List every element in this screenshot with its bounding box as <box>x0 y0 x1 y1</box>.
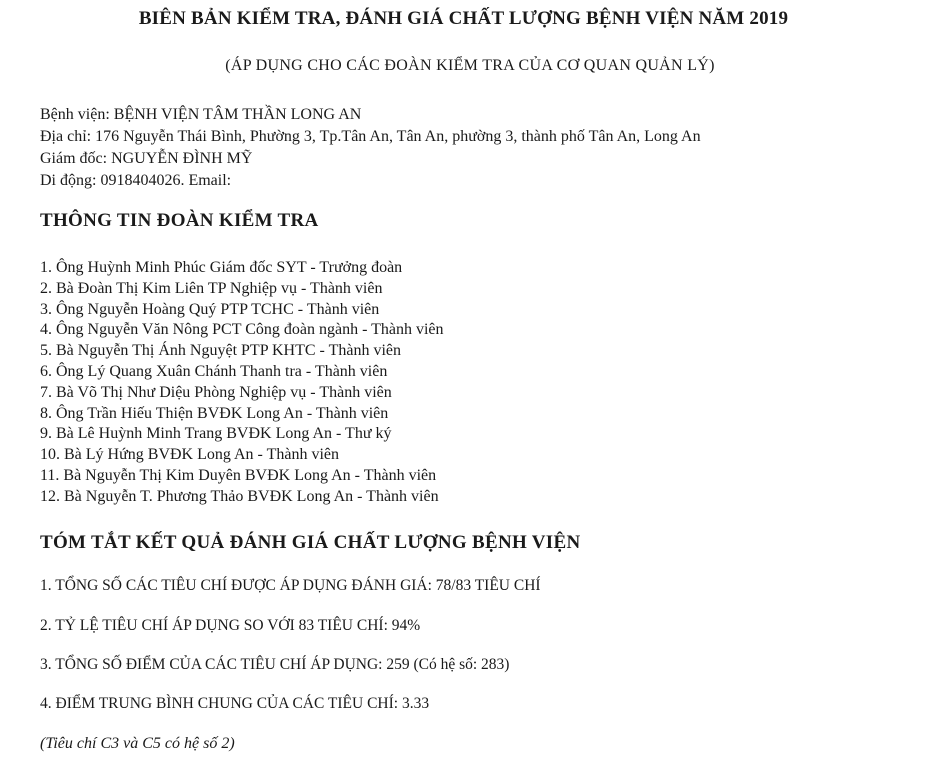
hospital-name-line: Bệnh viện: BỆNH VIỆN TÂM THẦN LONG AN <box>40 106 362 123</box>
team-member: 7. Bà Võ Thị Như Diệu Phòng Nghiệp vụ - Thành viên <box>40 383 392 401</box>
team-member: 2. Bà Đoàn Thị Kim Liên TP Nghiệp vụ - Thành viên <box>40 279 383 297</box>
summary-note: (Tiêu chí C3 và C5 có hệ số 2) <box>40 735 235 752</box>
team-member: 11. Bà Nguyễn Thị Kim Duyên BVĐK Long An - Thành viên <box>40 466 437 484</box>
team-member: 4. Ông Nguyễn Văn Nông PCT Công đoàn ngành - Thành viên <box>40 321 444 339</box>
team-member: 3. Ông Nguyễn Hoàng Quý PTP TCHC - Thành viên <box>40 300 380 318</box>
team-member: 9. Bà Lê Huỳnh Minh Trang BVĐK Long An - Thư ký <box>40 425 392 443</box>
summary-item-total-score: 3. TỔNG SỐ ĐIỂM CỦA CÁC TIÊU CHÍ ÁP DỤNG: 259 (Có hệ số: 283) <box>40 656 510 673</box>
summary-heading: TÓM TẮT KẾT QUẢ ĐÁNH GIÁ CHẤT LƯỢNG BỆNH VIỆN <box>40 532 581 553</box>
hospital-info <box>40 104 701 192</box>
summary-item-average-score: 4. ĐIỂM TRUNG BÌNH CHUNG CỦA CÁC TIÊU CHÍ: 3.33 <box>40 695 430 712</box>
summary-item-criteria-ratio: 2. TỶ LỆ TIÊU CHÍ ÁP DỤNG SO VỚI 83 TIÊU CHÍ: 94% <box>40 617 421 634</box>
hospital-address-line: Địa chỉ: 176 Nguyễn Thái Bình, Phường 3, Tp.Tân An, Tân An, phường 3, thành phố Tân An, Long An <box>40 128 701 145</box>
team-member: 6. Ông Lý Quang Xuân Chánh Thanh tra - Thành viên <box>40 362 388 380</box>
document-subtitle: (ÁP DỤNG CHO CÁC ĐOÀN KIỂM TRA CỦA CƠ QUAN QUẢN LÝ) <box>225 57 715 74</box>
hospital-contact-line: Di động: 0918404026. Email: <box>40 172 232 189</box>
inspection-team-list <box>40 258 444 508</box>
summary-item-criteria-count: 1. TỔNG SỐ CÁC TIÊU CHÍ ĐƯỢC ÁP DỤNG ĐÁNH GIÁ: 78/83 TIÊU CHÍ <box>40 577 541 594</box>
team-member: 5. Bà Nguyễn Thị Ánh Nguyệt PTP KHTC - Thành viên <box>40 342 402 360</box>
team-member: 1. Ông Huỳnh Minh Phúc Giám đốc SYT - Trưởng đoàn <box>40 259 403 276</box>
team-member: 12. Bà Nguyễn T. Phương Thảo BVĐK Long An - Thành viên <box>40 487 439 505</box>
team-member: 10. Bà Lý Hứng BVĐK Long An - Thành viên <box>40 446 340 464</box>
inspection-team-heading: THÔNG TIN ĐOÀN KIỂM TRA <box>40 210 319 231</box>
document-title: BIÊN BẢN KIỂM TRA, ĐÁNH GIÁ CHẤT LƯỢNG BỆNH VIỆN NĂM 2019 <box>138 8 789 29</box>
hospital-director-line: Giám đốc: NGUYỄN ĐÌNH MỸ <box>40 150 253 167</box>
team-member: 8. Ông Trần Hiếu Thiện BVĐK Long An - Thành viên <box>40 404 389 422</box>
